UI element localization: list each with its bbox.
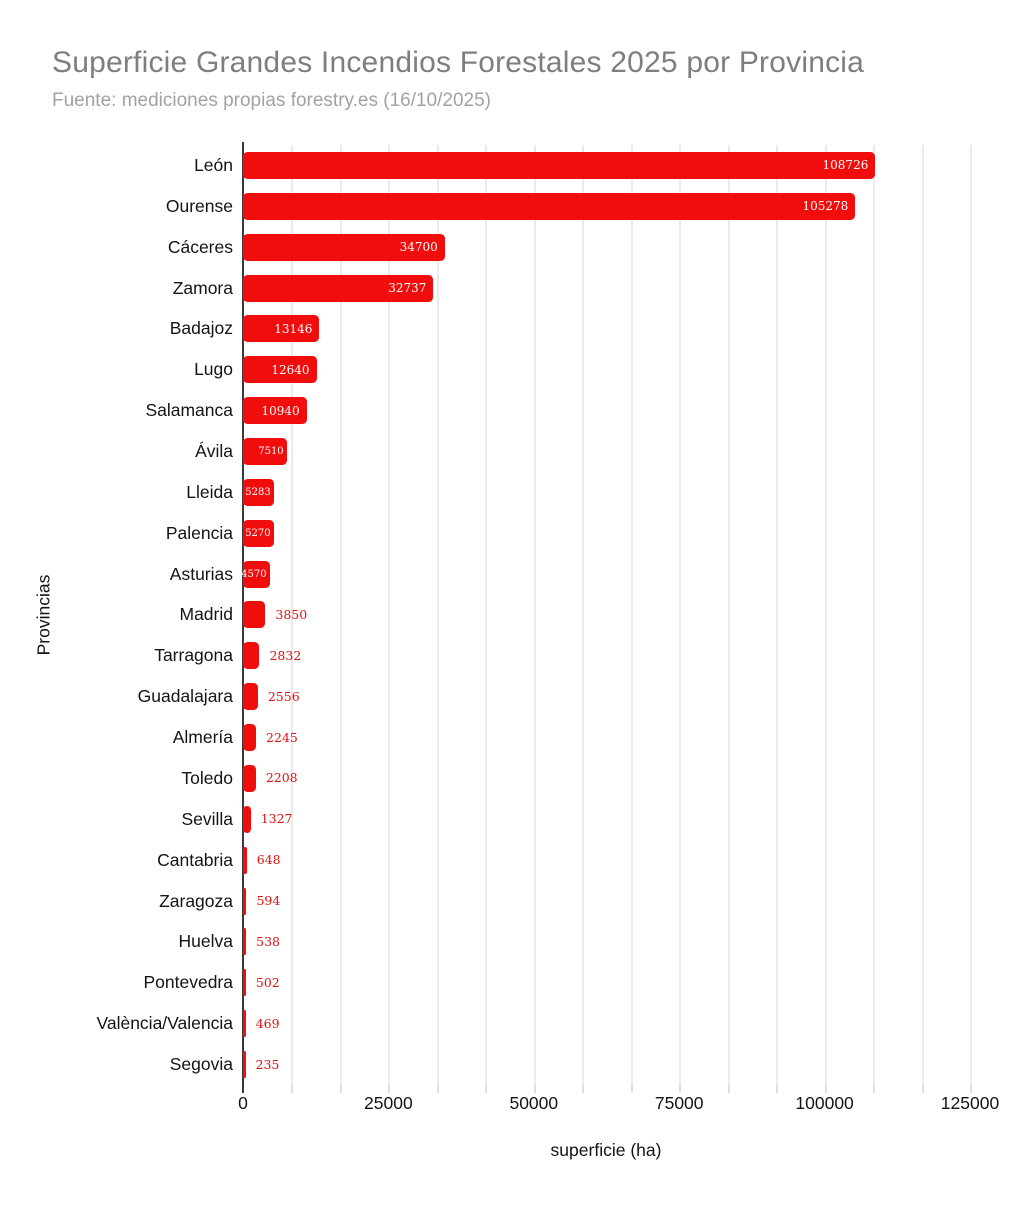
axis-tickmark <box>437 1085 439 1093</box>
bar-row <box>96 1003 970 1044</box>
bar-row <box>179 595 970 636</box>
bar-row <box>165 186 970 227</box>
bar-row <box>143 962 970 1003</box>
bar-row <box>181 799 970 840</box>
bar[interactable] <box>243 1051 246 1078</box>
category-label: Zamora <box>172 277 233 298</box>
bar[interactable] <box>243 724 256 751</box>
bar[interactable] <box>243 479 274 506</box>
bar[interactable] <box>243 397 307 424</box>
bar-row <box>194 145 970 186</box>
value-label: 13146 <box>274 321 313 336</box>
value-label: 235 <box>255 1056 280 1072</box>
category-label: Ávila <box>195 441 233 461</box>
value-label: 1327 <box>260 811 293 827</box>
bar-row <box>178 922 970 963</box>
bar-row <box>186 472 970 513</box>
bar[interactable] <box>243 847 247 874</box>
bar-row <box>137 676 970 717</box>
bar-row <box>157 840 970 881</box>
axis-tickmark <box>825 1085 827 1093</box>
category-label: Guadalajara <box>137 686 233 707</box>
value-label: 108726 <box>822 158 869 173</box>
bar[interactable] <box>243 315 319 342</box>
value-label: 4570 <box>241 568 267 580</box>
value-label: 10940 <box>261 403 300 418</box>
category-label: Cáceres <box>167 236 233 257</box>
category-label: León <box>194 154 233 175</box>
category-label: Madrid <box>179 604 233 625</box>
category-label: Segovia <box>169 1054 233 1075</box>
axis-tickmark <box>534 1085 536 1093</box>
value-label: 2245 <box>266 729 298 745</box>
bar[interactable] <box>243 193 855 220</box>
bar-row <box>181 758 970 799</box>
x-tick-label: 25000 <box>364 1093 413 1113</box>
value-label: 2208 <box>265 770 298 786</box>
bar[interactable] <box>243 520 274 547</box>
bar[interactable] <box>243 969 246 996</box>
value-label: 3850 <box>275 606 308 622</box>
axis-tickmark <box>776 1085 778 1093</box>
bar-row <box>165 513 970 554</box>
category-label: Salamanca <box>145 400 233 421</box>
category-label: Ourense <box>165 195 233 216</box>
bar[interactable] <box>243 683 258 710</box>
value-label: 594 <box>256 893 281 909</box>
x-tick-label: 0 <box>238 1093 248 1113</box>
axis-tickmark <box>631 1085 633 1093</box>
gridline <box>970 145 972 1085</box>
bar[interactable] <box>243 642 259 669</box>
category-label: Lleida <box>186 481 233 502</box>
bar-row <box>172 268 970 309</box>
bar-row <box>154 635 970 676</box>
chart-title: Superficie Grandes Incendios Forestales 2025 por Provincia <box>52 46 865 79</box>
bar[interactable] <box>243 356 317 383</box>
value-label: 538 <box>256 933 280 949</box>
x-tick-label: 100000 <box>795 1093 854 1113</box>
chart-subtitle: Fuente: mediciones propias forestry.es (16/10/2025) <box>52 90 491 111</box>
bar-row <box>159 881 970 922</box>
category-label: Toledo <box>181 767 233 788</box>
bar[interactable] <box>243 601 265 628</box>
category-label: València/Valencia <box>96 1013 233 1034</box>
bar-row <box>169 1044 970 1085</box>
bar[interactable] <box>243 1010 246 1037</box>
bar[interactable] <box>243 561 270 588</box>
bar-row <box>169 308 970 349</box>
category-label: Almería <box>172 727 233 748</box>
bar[interactable] <box>243 234 445 261</box>
category-label: Cantabria <box>157 849 233 870</box>
axis-tickmark <box>485 1085 487 1093</box>
bar-row <box>167 227 970 268</box>
value-label: 2556 <box>267 688 300 704</box>
category-label: Huelva <box>178 931 233 952</box>
plot-area <box>96 145 970 1085</box>
bar-row <box>169 554 970 595</box>
axis-tickmark <box>922 1085 924 1093</box>
value-label: 5270 <box>245 527 271 539</box>
axis-tickmark <box>873 1085 875 1093</box>
y-axis-title: Provincias <box>33 574 54 656</box>
bar-row <box>195 431 970 472</box>
category-label: Pontevedra <box>143 972 233 993</box>
bar[interactable] <box>243 275 433 302</box>
x-tick-label: 75000 <box>654 1093 704 1113</box>
axis-tickmark <box>291 1085 293 1093</box>
category-label: Sevilla <box>181 808 233 829</box>
bar[interactable] <box>243 152 875 179</box>
category-label: Badajoz <box>169 318 233 339</box>
bar-row <box>172 717 970 758</box>
category-label: Tarragona <box>154 645 233 666</box>
bar[interactable] <box>243 888 246 915</box>
category-label: Asturias <box>169 563 233 584</box>
axis-tickmark <box>340 1085 342 1093</box>
bar[interactable] <box>243 765 256 792</box>
axis-tickmark <box>728 1085 730 1093</box>
axis-tickmark <box>970 1085 972 1093</box>
value-label: 469 <box>255 1015 280 1031</box>
bar-row <box>145 390 970 431</box>
category-label: Lugo <box>194 359 233 380</box>
bar[interactable] <box>243 928 246 955</box>
value-label: 502 <box>255 974 280 990</box>
axis-tickmark <box>679 1085 681 1093</box>
category-label: Zaragoza <box>159 890 233 911</box>
value-label: 2832 <box>269 647 302 663</box>
bar[interactable] <box>243 806 251 833</box>
bar-row <box>194 349 970 390</box>
value-label: 32737 <box>388 281 427 296</box>
value-label: 7510 <box>258 446 284 457</box>
axis-tickmark <box>582 1085 584 1093</box>
bar[interactable] <box>243 438 287 465</box>
value-label: 648 <box>256 852 281 868</box>
value-label: 5283 <box>245 486 271 498</box>
x-tick-label: 125000 <box>940 1093 1000 1113</box>
x-axis-title: superficie (ha) <box>550 1140 662 1160</box>
x-tick-label: 50000 <box>509 1093 559 1113</box>
value-label: 34700 <box>399 240 438 255</box>
axis-tickmark <box>388 1085 390 1093</box>
category-label: Palencia <box>165 522 233 543</box>
value-label: 12640 <box>271 362 310 377</box>
value-label: 105278 <box>802 199 849 214</box>
